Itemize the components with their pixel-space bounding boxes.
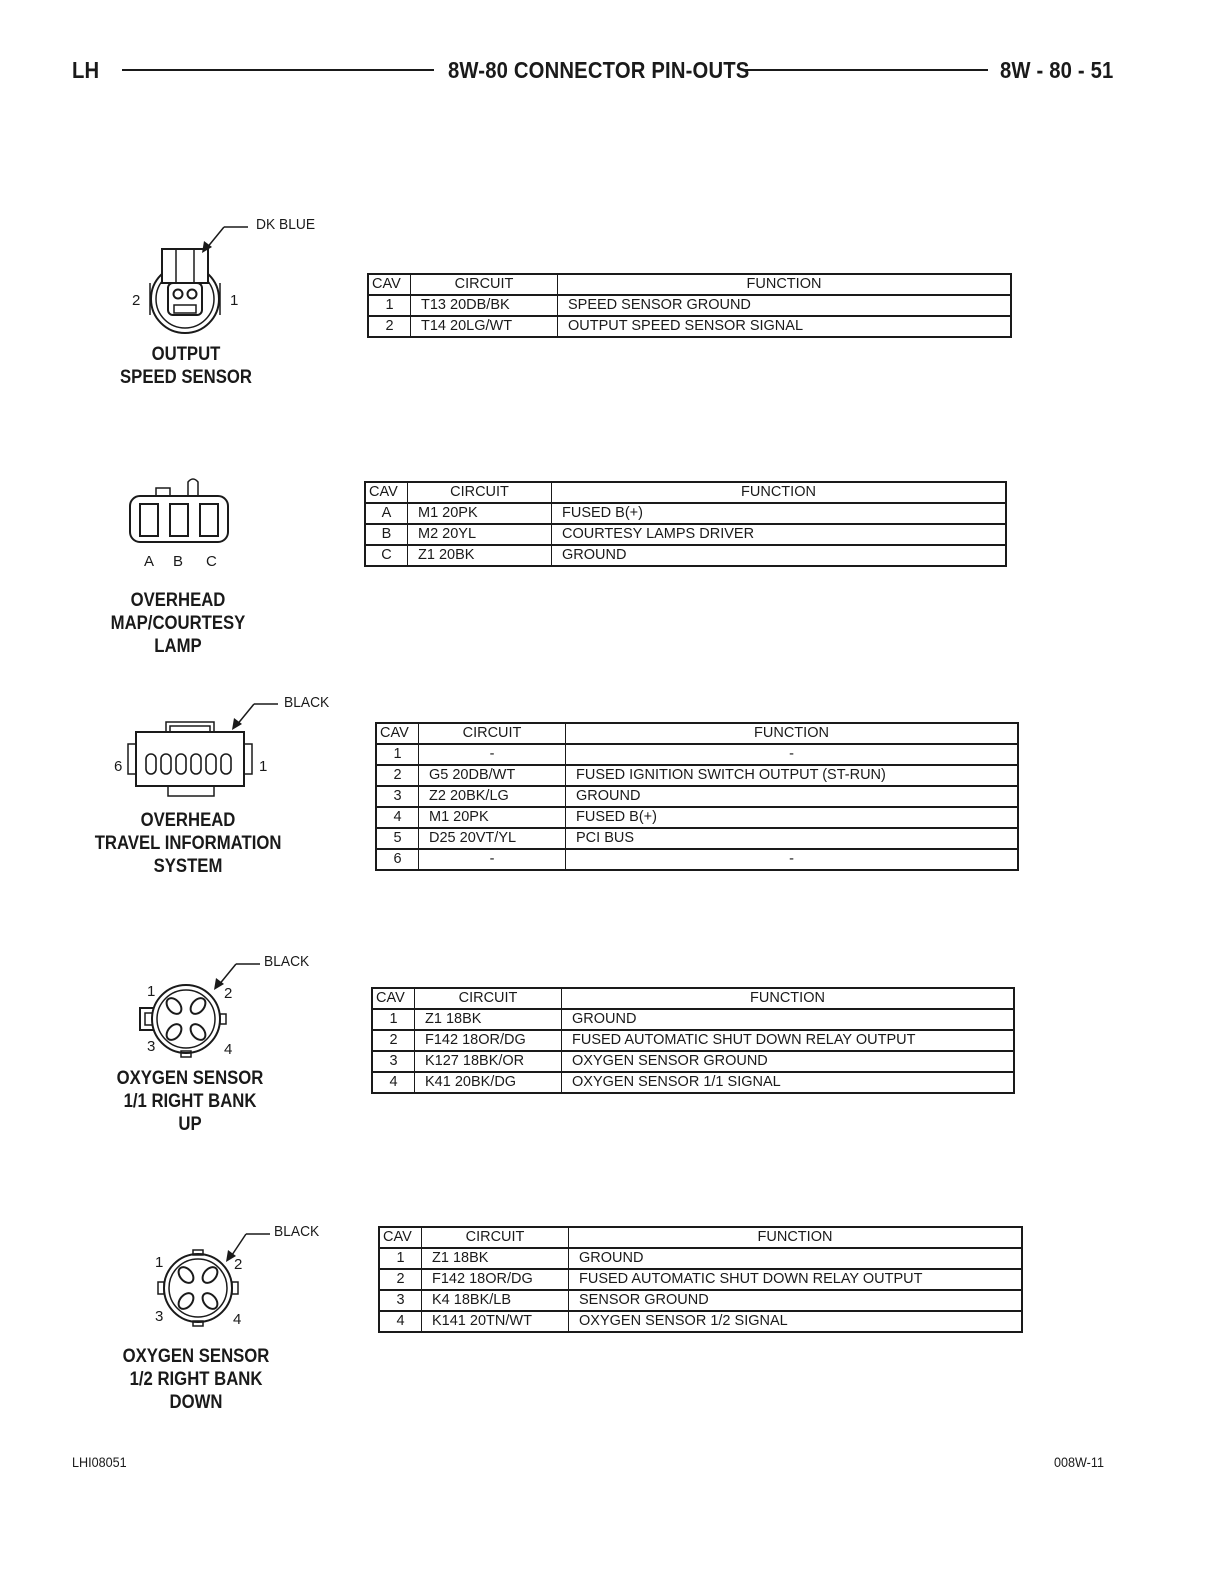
- pin-label: 6: [114, 758, 123, 775]
- pinout-table: [375, 722, 1019, 871]
- circuit-cell: K127 18BK/OR: [415, 1051, 562, 1072]
- cav-cell: A: [365, 503, 408, 524]
- table-row: [372, 1072, 1014, 1093]
- connector-color: BLACK: [284, 694, 330, 711]
- pin-label: 1: [155, 1254, 164, 1271]
- circuit-cell: F142 18OR/DG: [422, 1269, 569, 1290]
- col-circuit: CIRCUIT: [419, 723, 566, 744]
- table-header-row: [376, 723, 1018, 744]
- cav-cell: 6: [376, 849, 419, 870]
- table-row: [365, 545, 1006, 566]
- function-cell: FUSED AUTOMATIC SHUT DOWN RELAY OUTPUT: [562, 1030, 1015, 1051]
- table-row: [376, 765, 1018, 786]
- table-header-row: [372, 988, 1014, 1009]
- function-cell: COURTESY LAMPS DRIVER: [552, 524, 1007, 545]
- table-row: [379, 1269, 1022, 1290]
- header-rule-left: [122, 69, 434, 71]
- connector-name: OUTPUT SPEED SENSOR: [120, 344, 252, 388]
- col-cav: CAV: [372, 988, 415, 1009]
- circuit-cell: G5 20DB/WT: [419, 765, 566, 786]
- pin-label: 4: [233, 1311, 242, 1328]
- circuit-cell: M1 20PK: [408, 503, 552, 524]
- table-row: [376, 807, 1018, 828]
- col-circuit: CIRCUIT: [411, 274, 558, 295]
- connector-name: OVERHEAD TRAVEL INFORMATION SYSTEM: [94, 810, 282, 877]
- table-header-row: [368, 274, 1011, 295]
- pinout-table: [378, 1226, 1023, 1333]
- col-function: FUNCTION: [566, 723, 1019, 744]
- circuit-cell: -: [419, 744, 566, 765]
- cav-cell: 4: [379, 1311, 422, 1332]
- circuit-cell: K4 18BK/LB: [422, 1290, 569, 1311]
- function-cell: SENSOR GROUND: [569, 1290, 1023, 1311]
- table-header-row: [365, 482, 1006, 503]
- connector-name: OXYGEN SENSOR 1/1 RIGHT BANK UP: [116, 1068, 264, 1135]
- col-function: FUNCTION: [558, 274, 1012, 295]
- col-cav: CAV: [379, 1227, 422, 1248]
- connector-name: OVERHEAD MAP/COURTESY LAMP: [110, 590, 246, 657]
- cav-cell: 2: [379, 1269, 422, 1290]
- cav-cell: 2: [376, 765, 419, 786]
- page-title: 8W-80 CONNECTOR PIN-OUTS: [448, 57, 750, 83]
- col-function: FUNCTION: [552, 482, 1007, 503]
- circuit-cell: D25 20VT/YL: [419, 828, 566, 849]
- pin-label: 2: [224, 985, 233, 1002]
- function-cell: FUSED B(+): [566, 807, 1019, 828]
- circuit-cell: T13 20DB/BK: [411, 295, 558, 316]
- col-circuit: CIRCUIT: [422, 1227, 569, 1248]
- table-row: [379, 1311, 1022, 1332]
- function-cell: OUTPUT SPEED SENSOR SIGNAL: [558, 316, 1012, 337]
- col-cav: CAV: [365, 482, 408, 503]
- cav-cell: 4: [372, 1072, 415, 1093]
- table-row: [365, 524, 1006, 545]
- function-cell: OXYGEN SENSOR GROUND: [562, 1051, 1015, 1072]
- cav-cell: 2: [368, 316, 411, 337]
- overhead-lamp-connector-icon: [124, 474, 234, 574]
- table-row: [372, 1030, 1014, 1051]
- function-cell: FUSED IGNITION SWITCH OUTPUT (ST-RUN): [566, 765, 1019, 786]
- cav-cell: 3: [372, 1051, 415, 1072]
- function-cell: FUSED B(+): [552, 503, 1007, 524]
- col-cav: CAV: [376, 723, 419, 744]
- col-circuit: CIRCUIT: [408, 482, 552, 503]
- connector-color: BLACK: [274, 1223, 320, 1240]
- cav-cell: 1: [379, 1248, 422, 1269]
- circuit-cell: M2 20YL: [408, 524, 552, 545]
- function-cell: GROUND: [552, 545, 1007, 566]
- table-row: [372, 1051, 1014, 1072]
- circuit-cell: T14 20LG/WT: [411, 316, 558, 337]
- table-row: [376, 744, 1018, 765]
- circuit-cell: K141 20TN/WT: [422, 1311, 569, 1332]
- figure-code: LHI08051: [72, 1454, 127, 1470]
- pin-label: B: [173, 553, 184, 570]
- table-row: [379, 1248, 1022, 1269]
- pin-label: 3: [155, 1308, 164, 1325]
- cav-cell: 4: [376, 807, 419, 828]
- header-rule-right: [744, 69, 988, 71]
- connector-color: BLACK: [264, 953, 310, 970]
- pin-label: C: [206, 553, 217, 570]
- table-row: [368, 316, 1011, 337]
- pin-label: 1: [147, 983, 156, 1000]
- col-circuit: CIRCUIT: [415, 988, 562, 1009]
- function-cell: FUSED AUTOMATIC SHUT DOWN RELAY OUTPUT: [569, 1269, 1023, 1290]
- section-code: LH: [72, 57, 100, 83]
- function-cell: OXYGEN SENSOR 1/1 SIGNAL: [562, 1072, 1015, 1093]
- col-cav: CAV: [368, 274, 411, 295]
- function-cell: -: [566, 744, 1019, 765]
- cav-cell: C: [365, 545, 408, 566]
- cav-cell: 1: [376, 744, 419, 765]
- cav-cell: 3: [376, 786, 419, 807]
- pin-label: 1: [230, 292, 239, 309]
- circuit-cell: -: [419, 849, 566, 870]
- pinout-table: [364, 481, 1007, 567]
- pin-label: 4: [224, 1041, 233, 1058]
- cav-cell: 3: [379, 1290, 422, 1311]
- table-row: [368, 295, 1011, 316]
- table-row: [365, 503, 1006, 524]
- travel-info-connector-icon: [110, 692, 280, 806]
- output-speed-sensor-connector-icon: [120, 215, 260, 335]
- connector-name: OXYGEN SENSOR 1/2 RIGHT BANK DOWN: [122, 1346, 270, 1413]
- table-row: [376, 828, 1018, 849]
- table-row: [372, 1009, 1014, 1030]
- function-cell: GROUND: [562, 1009, 1015, 1030]
- function-cell: -: [566, 849, 1019, 870]
- circuit-cell: Z1 18BK: [415, 1009, 562, 1030]
- function-cell: SPEED SENSOR GROUND: [558, 295, 1012, 316]
- cav-cell: 1: [368, 295, 411, 316]
- document-code: 008W-11: [1054, 1454, 1104, 1470]
- col-function: FUNCTION: [562, 988, 1015, 1009]
- cav-cell: 1: [372, 1009, 415, 1030]
- pinout-table: [367, 273, 1012, 338]
- table-header-row: [379, 1227, 1022, 1248]
- pinout-table: [371, 987, 1015, 1094]
- cav-cell: 5: [376, 828, 419, 849]
- pin-label: A: [144, 553, 155, 570]
- cav-cell: 2: [372, 1030, 415, 1051]
- function-cell: OXYGEN SENSOR 1/2 SIGNAL: [569, 1311, 1023, 1332]
- pin-label: 3: [147, 1038, 156, 1055]
- table-row: [376, 786, 1018, 807]
- function-cell: GROUND: [569, 1248, 1023, 1269]
- pin-label: 2: [132, 292, 141, 309]
- cav-cell: B: [365, 524, 408, 545]
- function-cell: PCI BUS: [566, 828, 1019, 849]
- connector-color: DK BLUE: [256, 216, 316, 233]
- circuit-cell: Z2 20BK/LG: [419, 786, 566, 807]
- circuit-cell: Z1 18BK: [422, 1248, 569, 1269]
- pin-label: 1: [259, 758, 268, 775]
- table-row: [376, 849, 1018, 870]
- circuit-cell: M1 20PK: [419, 807, 566, 828]
- pin-label: 2: [234, 1256, 243, 1273]
- circuit-cell: F142 18OR/DG: [415, 1030, 562, 1051]
- page-number: 8W - 80 - 51: [1000, 57, 1114, 83]
- circuit-cell: Z1 20BK: [408, 545, 552, 566]
- page-header: [0, 54, 1224, 86]
- circuit-cell: K41 20BK/DG: [415, 1072, 562, 1093]
- table-row: [379, 1290, 1022, 1311]
- function-cell: GROUND: [566, 786, 1019, 807]
- col-function: FUNCTION: [569, 1227, 1023, 1248]
